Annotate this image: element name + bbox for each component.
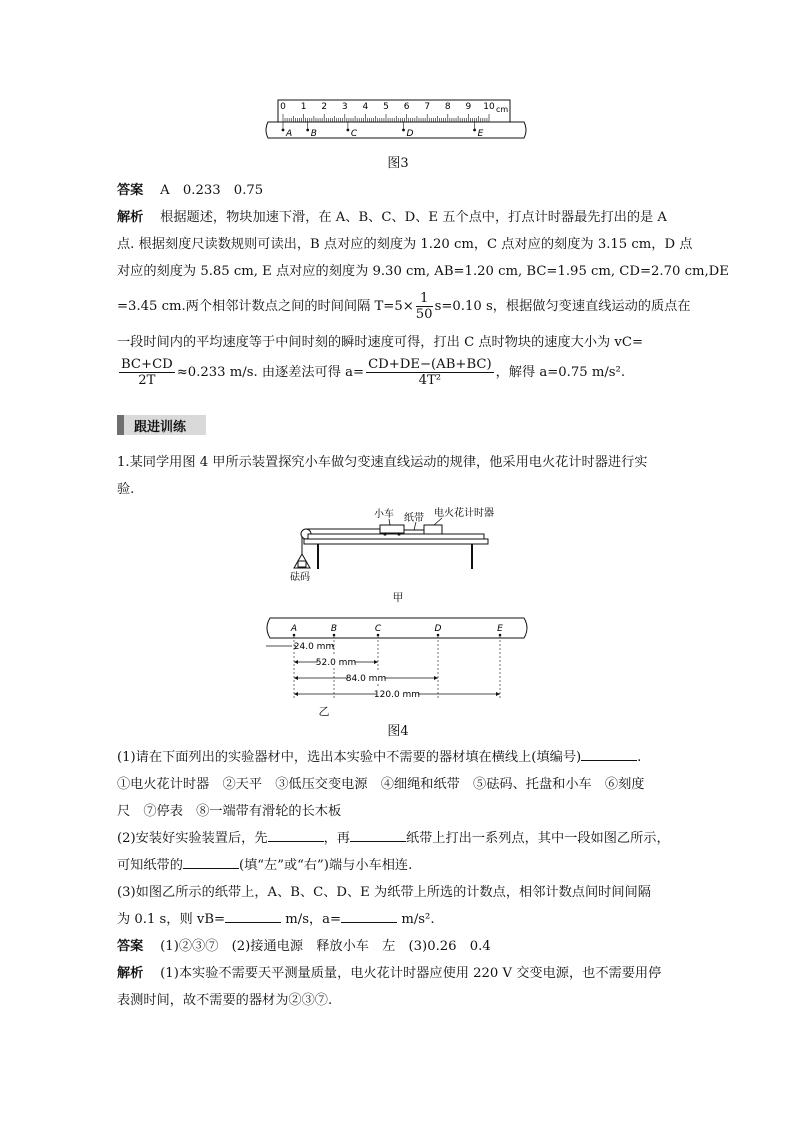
ruler-tick-label: 5 — [383, 102, 389, 112]
answer-text: (1)②③⑦ (2)接通电源 释放小车 左 (3)0.26 0.4 — [160, 939, 491, 954]
section-title: 跟进训练 — [134, 419, 187, 435]
subquestion-2-line-2 — [117, 856, 412, 876]
subquestion-3-line-1: (3)如图乙所示的纸带上，A、B、C、D、E 为纸带上所选的计数点，相邻计数点间时间间隔 — [117, 885, 651, 900]
figure-4b-tape — [262, 614, 534, 706]
weight-label: 砝码 — [290, 572, 310, 583]
analysis-text: ，解得 a=0.75 m/s². — [495, 365, 626, 380]
answer-blank[interactable] — [581, 748, 637, 761]
tape-label: 纸带 — [404, 513, 424, 524]
answer-label: 答案 — [117, 939, 144, 954]
dimension-arrow — [496, 692, 500, 696]
tape-point-label: E — [477, 129, 484, 139]
analysis-1-line-2: 点. 根据刻度尺读数规则可读出，B 点对应的刻度为 1.20 cm，C 点对应的刻度为 3.15 cm，D 点 — [117, 237, 693, 252]
answer-blank[interactable] — [268, 829, 324, 842]
answer-blank[interactable] — [225, 910, 281, 923]
tape-point — [377, 634, 380, 637]
tape-point — [293, 634, 296, 637]
analysis-text: s=0.10 s，根据做匀变速直线运动的质点在 — [434, 299, 691, 314]
analysis-1-line-4 — [117, 289, 691, 325]
dimension-label: 84.0 mm — [345, 674, 387, 684]
tape-point-label: C — [350, 129, 358, 139]
question-text: 为 0.1 s，则 vB= — [117, 912, 226, 927]
analysis-2-line-1 — [117, 964, 661, 984]
tape-point-label: B — [330, 624, 338, 634]
subquestion-1-line-2: ①电火花计时器 ②天平 ③低压交变电源 ④细绳和纸带 ⑤砝码、托盘和小车 ⑥刻度 — [117, 777, 645, 792]
dimension-arrow — [294, 692, 298, 696]
fraction-denominator: 4T² — [418, 373, 442, 388]
ruler-tick-label: 9 — [465, 102, 472, 112]
answer-label: 答案 — [117, 183, 144, 198]
tape-point-label: B — [310, 129, 317, 139]
subquestion-1-line-1: (1)请在下面列出的实验器材中，选出本实验中不需要的器材填在横线上(填编号) . — [117, 750, 642, 765]
timer-label: 电火花计时器 — [434, 508, 494, 519]
question-text: 可知纸带的 — [117, 858, 183, 873]
figure-4a-apparatus — [284, 506, 494, 586]
question-text: 纸带上打出一系列点，其中一段如图乙所示， — [405, 831, 670, 846]
dimension-label: 52.0 mm — [315, 658, 357, 668]
answer-text: A 0.233 0.75 — [160, 183, 264, 198]
ruler-tick-label: 6 — [403, 102, 410, 112]
dimension-arrow — [374, 660, 378, 664]
fraction-numerator: BC+CD — [121, 357, 173, 372]
section-banner-bar — [117, 415, 124, 435]
answer-blank[interactable] — [350, 829, 406, 842]
ruler-tick-label: 1 — [300, 102, 307, 112]
tape-point — [437, 634, 440, 637]
ruler-tick-label: 0 — [280, 102, 286, 112]
question-1-line-1: 1.某同学用图 4 甲所示装置探究小车做匀变速直线运动的规律，他采用电火花计时器进行实 — [117, 455, 648, 470]
subquestion-2-line-1 — [117, 829, 670, 849]
question-text: (填“左”或“右”)端与小车相连. — [238, 858, 413, 873]
answer-blank[interactable] — [183, 856, 239, 869]
analysis-text: ≈0.233 m/s. 由逐差法可得 a= — [176, 365, 365, 380]
analysis-1-line-3: 对应的刻度为 5.85 cm, E 点对应的刻度为 9.30 cm, AB=1.20 cm, BC=1.95 cm, CD=2.70 cm,DE — [117, 264, 729, 279]
analysis-2-line-2: 表测时间，故不需要的器材为②③⑦. — [117, 993, 333, 1008]
analysis-1-line-6 — [117, 355, 625, 391]
subquestion-1-line-3: 尺 ⑦停表 ⑧一端带有滑轮的长木板 — [117, 804, 342, 819]
analysis-text: 根据题述，物块加速下滑，在 A、B、C、D、E 五个点中，打点计时器最先打出的是 A — [160, 210, 667, 225]
fraction — [119, 357, 175, 388]
fraction — [416, 291, 433, 322]
question-text: m/s². — [401, 912, 435, 927]
fraction-numerator: 1 — [416, 291, 433, 307]
question-text: m/s，a= — [285, 912, 342, 927]
analysis-label: 解析 — [117, 210, 144, 225]
question-text: ，再 — [323, 831, 350, 846]
analysis-1-line-1 — [117, 208, 667, 228]
figure-4a-caption: 甲 — [392, 591, 404, 604]
tape-point-label: A — [286, 129, 293, 139]
tape-point — [402, 129, 405, 132]
tape-point — [282, 129, 285, 132]
tape-point-label: D — [434, 624, 442, 634]
ruler-tick-label: 4 — [362, 102, 369, 112]
fraction-numerator: CD+DE−(AB+BC) — [368, 357, 492, 372]
dimension-arrow — [294, 676, 298, 680]
section-banner — [117, 415, 206, 435]
analysis-1-line-5: 一段时间内的平均速度等于中间时刻的瞬时速度可得，打出 C 点时物块的速度大小为 vC= — [117, 335, 644, 350]
analysis-label: 解析 — [117, 966, 144, 981]
figure-3-ruler-tape — [262, 98, 534, 146]
ruler-tick-label: 3 — [341, 102, 348, 112]
fraction — [366, 357, 494, 388]
ruler-tick-label: 10 — [483, 102, 495, 112]
tape-point-label: A — [290, 624, 298, 634]
tape-point — [499, 634, 502, 637]
ruler-unit: cm — [496, 105, 509, 114]
ruler-tick-label: 7 — [424, 102, 431, 112]
fraction-denominator: 50 — [415, 307, 433, 322]
analysis-text: =3.45 cm.两个相邻计数点之间的时间间隔 T=5× — [117, 299, 414, 314]
answer-blank[interactable] — [341, 910, 397, 923]
answer-1 — [117, 181, 263, 201]
tape-point — [473, 129, 476, 132]
answer-2 — [117, 937, 491, 957]
ruler-tick-label: 2 — [321, 102, 328, 112]
dimension-arrow — [294, 660, 298, 664]
dimension-arrow — [434, 676, 438, 680]
fraction-denominator: 2T — [138, 373, 156, 388]
analysis-text: (1)本实验不需要天平测量质量，电火花计时器应使用 220 V 交变电源，也不需要用停 — [160, 966, 662, 981]
tape-point — [306, 129, 309, 132]
car-label: 小车 — [374, 509, 394, 520]
tape-point — [333, 634, 336, 637]
figure-4b-caption: 乙 — [318, 705, 330, 718]
figure-4-caption: 图4 — [387, 724, 409, 739]
question-text: (1)请在下面列出的实验器材中，选出本实验中不需要的器材填在横线上(填编号) — [117, 750, 582, 765]
dimension-label: 24.0 mm — [293, 642, 335, 652]
tape-point-label: E — [497, 624, 503, 634]
question-1-line-2: 验. — [117, 482, 135, 497]
dimension-label: 120.0 mm — [373, 690, 421, 700]
subquestion-3-line-2 — [117, 910, 435, 930]
tape-point-label: D — [406, 129, 414, 139]
tape-point-label: C — [374, 624, 382, 634]
question-text: (2)安装好实验装置后，先 — [117, 831, 268, 846]
tape-point — [346, 129, 349, 132]
figure-3-caption: 图3 — [387, 156, 409, 171]
ruler-tick-label: 8 — [444, 102, 451, 112]
